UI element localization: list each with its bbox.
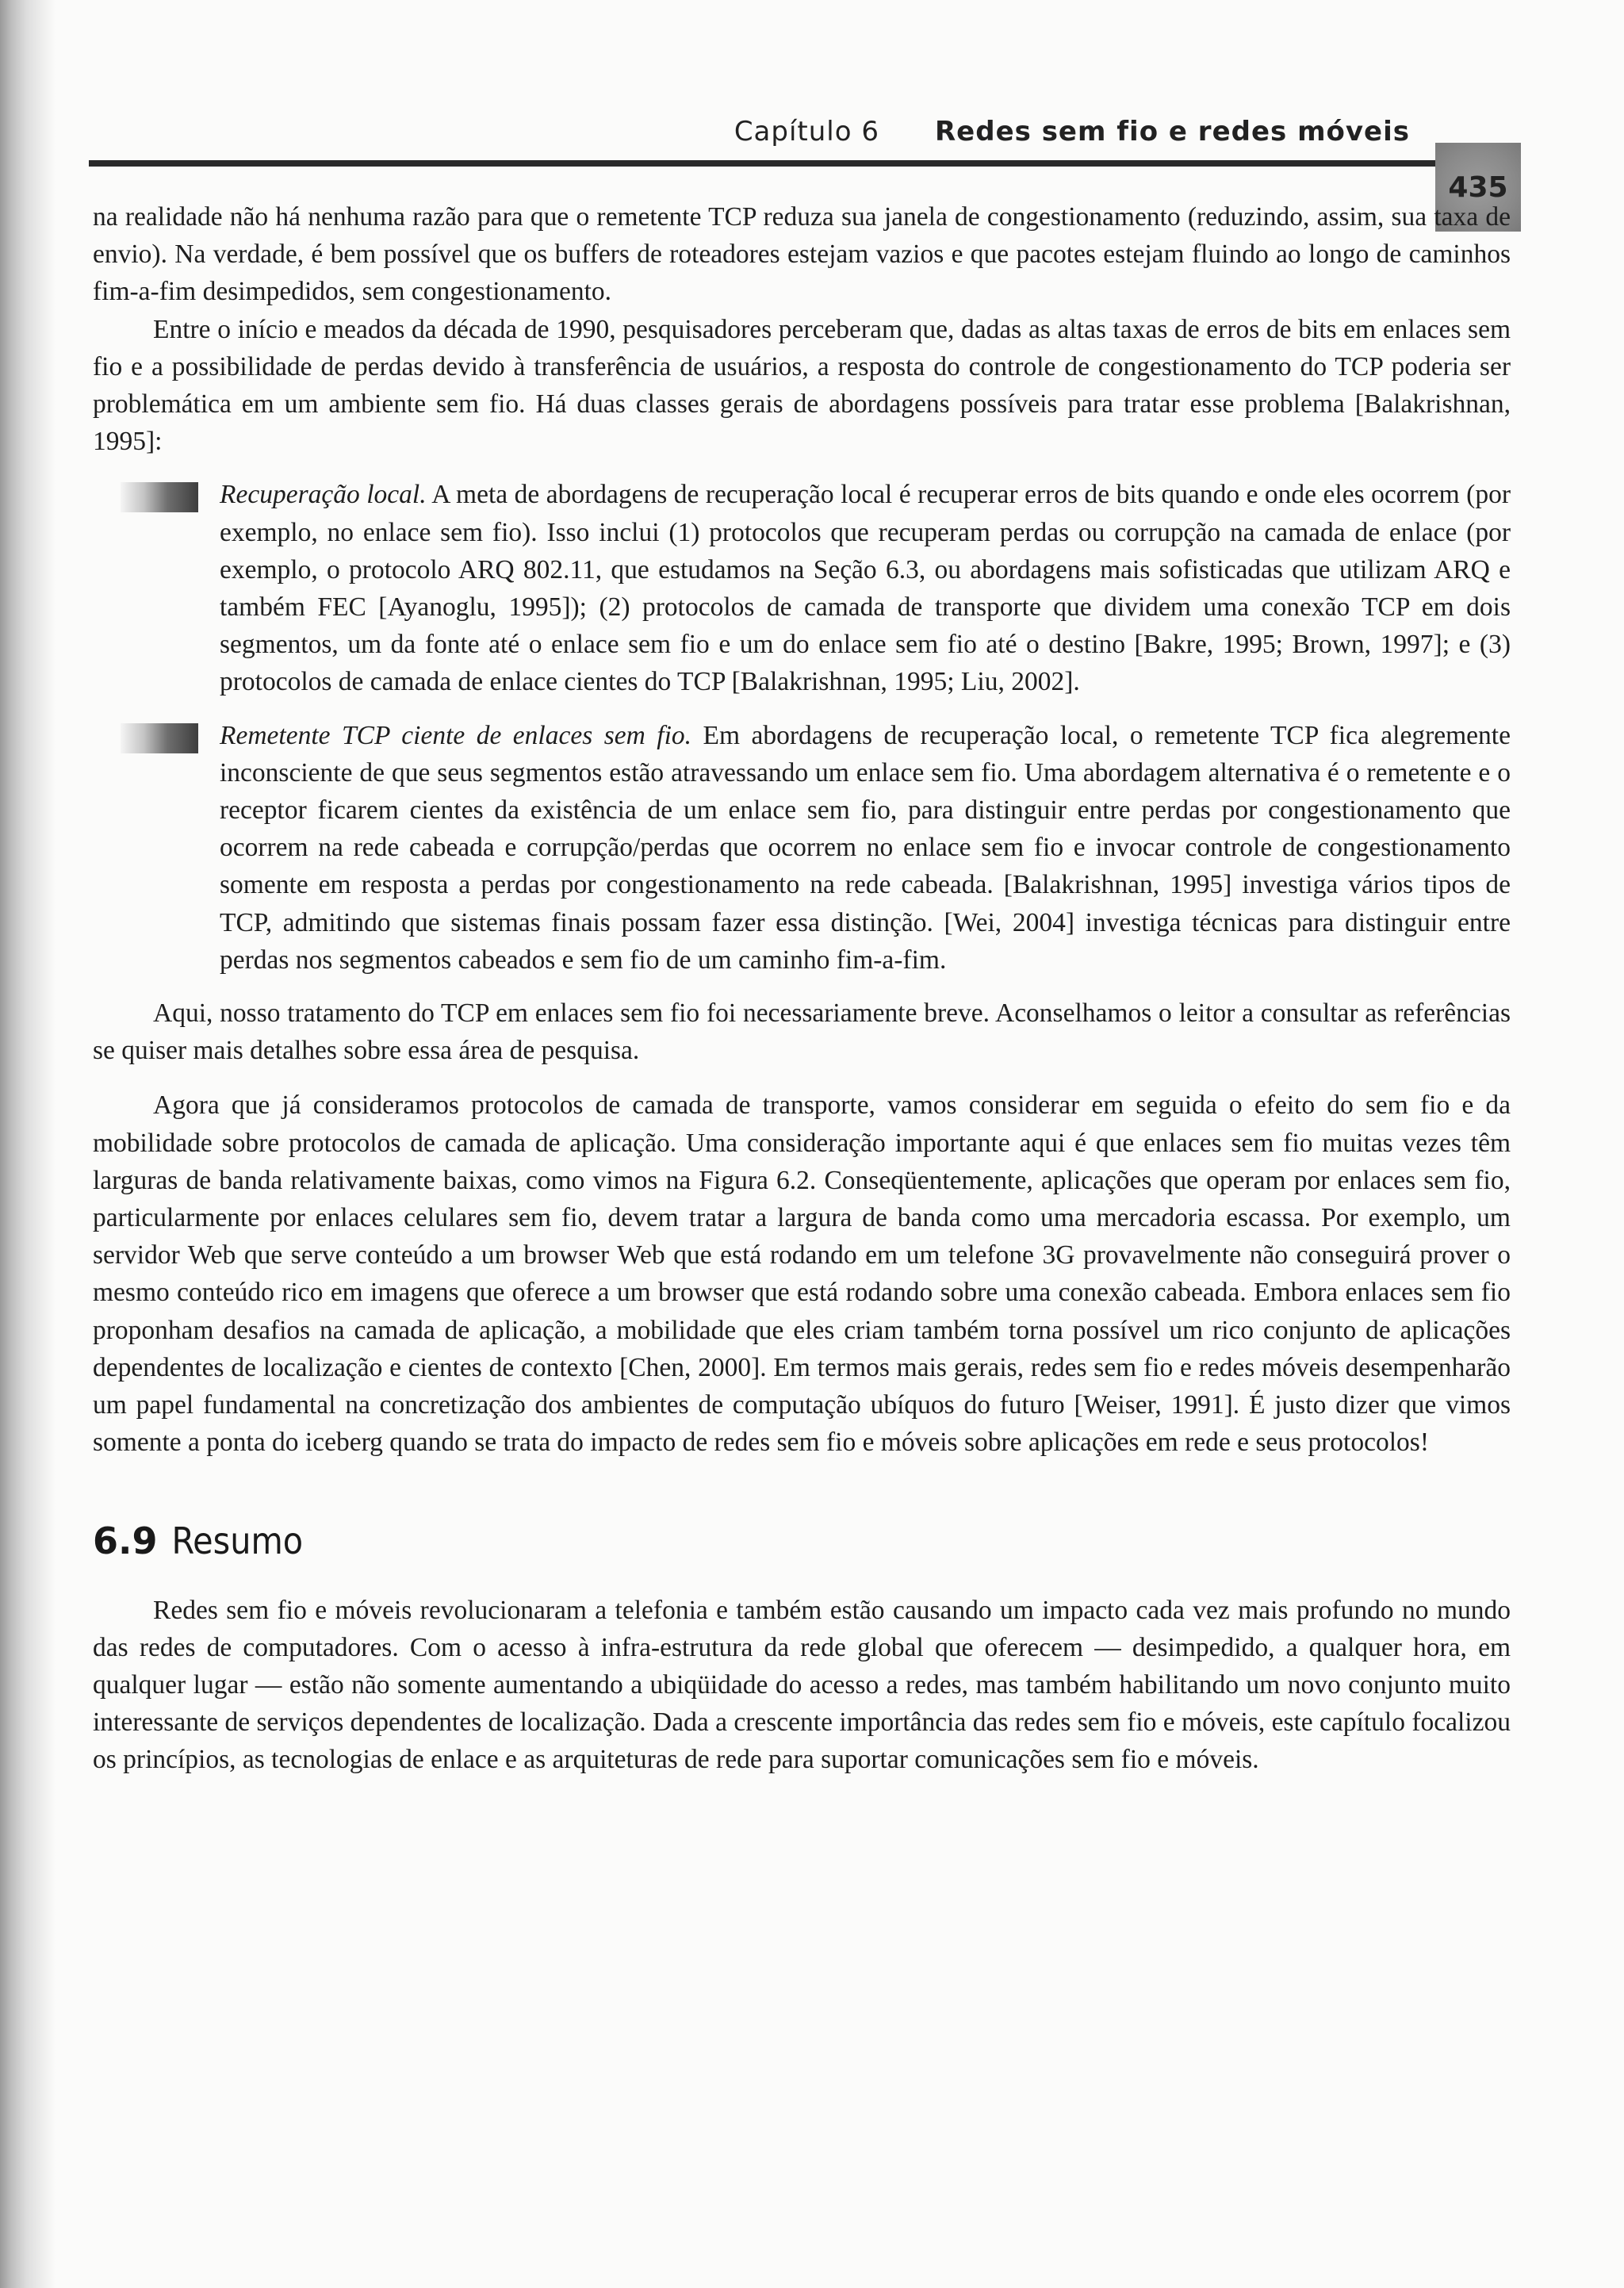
header-section-title: Redes sem fio e redes móveis (934, 116, 1410, 148)
bullet-item-wireless-aware-sender (220, 717, 1511, 979)
section-heading (93, 1517, 1511, 1565)
page-number: 435 (1448, 171, 1508, 204)
paragraph-application-layer: Agora que já consideramos protocolos de camada de transporte, vamos considerar em seguida o efeito do sem fio e da mobilidade sobre protocolos de camada de aplicação. Uma consideração importante aqui é que enlaces sem fio muitas vezes têm larguras de banda relativamente baixas, como vimos na Figura 6.2. Conseqüentemente, aplicações que operam por enlaces sem fio, particularmente por enlaces celulares sem fio, devem tratar a largura de banda como uma mercadoria escassa. Por exemplo, um servidor Web que serve conteúdo a um browser Web que está rodando em um telefone 3G provavelmente não conseguirá prover o mesmo conteúdo rico em imagens que oferece a um browser que está rodando sobre uma conexão cabeada. Embora enlaces sem fio proponham desafios na camada de aplicação, a mobilidade que eles criam também torna possível um rico conjunto de aplicações dependentes de localização e cientes de contexto [Chen, 2000]. Em termos mais gerais, redes sem fio e redes móveis desempenharão um papel fundamental na concretização dos ambientes de computação ubíquos do futuro [Weiser, 1991]. É justo dizer que vimos somente a ponta do iceberg quando se trata do impacto de redes sem fio e móveis sobre aplicações em rede e seus protocolos! (93, 1090, 1511, 1458)
running-header (0, 102, 1624, 204)
bullet-text (220, 476, 1511, 700)
scan-gutter-shadow (0, 0, 56, 2288)
paragraph-approaches-intro: Entre o início e meados da década de 1990, pesquisadores perceberam que, dadas as altas taxas de erros de bits em enlaces sem fio e a possibilidade de perdas devido à transferência de usuários, a resposta do controle de congestionamento do TCP poderia ser problemática em um ambiente sem fio. Há duas classes gerais de abordagens possíveis para tratar esse problema [Balakrishnan, 1995]: (93, 314, 1511, 457)
paragraph-tcp-summary: Aqui, nosso tratamento do TCP em enlaces sem fio foi necessariamente breve. Aconselhamos o leitor a consultar as referências se quiser mais detalhes sobre essa área de pesquisa. (93, 998, 1511, 1066)
paragraph-summary: Redes sem fio e móveis revolucionaram a telefonia e também estão causando um impacto cada vez mais profundo no mundo das redes de computadores. Com o acesso à infra-estrutura da rede global que oferecem — desimpedido, a qualquer hora, em qualquer lugar — estão não somente aumentando a ubiqüidade do acesso a redes, mas também habilitando um novo conjunto muito interessante de serviços dependentes de localização. Dada a crescente importância das redes sem fio e móveis, este capítulo focalizou os princípios, as tecnologias de enlace e as arquiteturas de rede para suportar comunicações sem fio e móveis. (93, 1595, 1511, 1775)
bullet-item-local-recovery (220, 476, 1511, 700)
bullet-title: Remetente TCP ciente de enlaces sem fio. (220, 720, 692, 750)
bullet-body: A meta de abordagens de recuperação local é recuperar erros de bits quando e onde eles ocorrem (por exemplo, no enlace sem fio). Isso inclui (1) protocolos que recuperam perdas ou corrupção na camada de enlace (por exemplo, o protocolo ARQ 802.11, que estudamos na Seção 6.3, ou abordagens mais sofisticadas que utilizam ARQ e também FEC [Ayanoglu, 1995]); (2) protocolos de camada de transporte que dividem uma conexão TCP em dois segmentos, um da fonte até o enlace sem fio e um do enlace sem fio até o destino [Bakre, 1995; Brown, 1997]; e (3) protocolos de camada de enlace cientes do TCP [Balakrishnan, 1995; Liu, 2002]. (220, 480, 1511, 697)
paragraph-continued: na realidade não há nenhuma razão para que o remetente TCP reduza sua janela de congestionamento (reduzindo, assim, sua taxa de envio). Na verdade, é bem possível que os buffers de roteadores estejam vazios e que pacotes estejam fluindo ao longo de caminhos fim-a-fim desimpedidos, sem congestionamento. (93, 202, 1511, 307)
bullet-marker (121, 482, 198, 512)
bullet-list (220, 476, 1511, 979)
section-title: Resumo (171, 1519, 304, 1562)
bullet-text (220, 717, 1511, 979)
section-number: 6.9 (93, 1519, 158, 1562)
page-body (93, 198, 1511, 1779)
bullet-marker (121, 723, 198, 753)
bullet-body: Em abordagens de recuperação local, o remetente TCP fica alegremente inconsciente de que seus segmentos estão atravessando um enlace sem fio. Uma abordagem alternativa é o remetente e o receptor ficarem cientes da existência de um enlace sem fio, para distinguir entre perdas por congestionamento que ocorrem na rede cabeada e corrupção/perdas que ocorrem no enlace sem fio e invocar controle de congestionamento somente em resposta a perdas por congestionamento na rede cabeada. [Balakrishnan, 1995] investiga vários tipos de TCP, admitindo que sistemas finais possam fazer essa distinção. [Wei, 2004] investiga técnicas para distinguir entre perdas nos segmentos cabeados e sem fio de um caminho fim-a-fim. (220, 720, 1511, 975)
bullet-title: Recuperação local. (220, 480, 427, 510)
header-text (734, 116, 1410, 148)
header-rule (89, 160, 1492, 167)
header-chapter: Capítulo 6 (733, 116, 879, 148)
